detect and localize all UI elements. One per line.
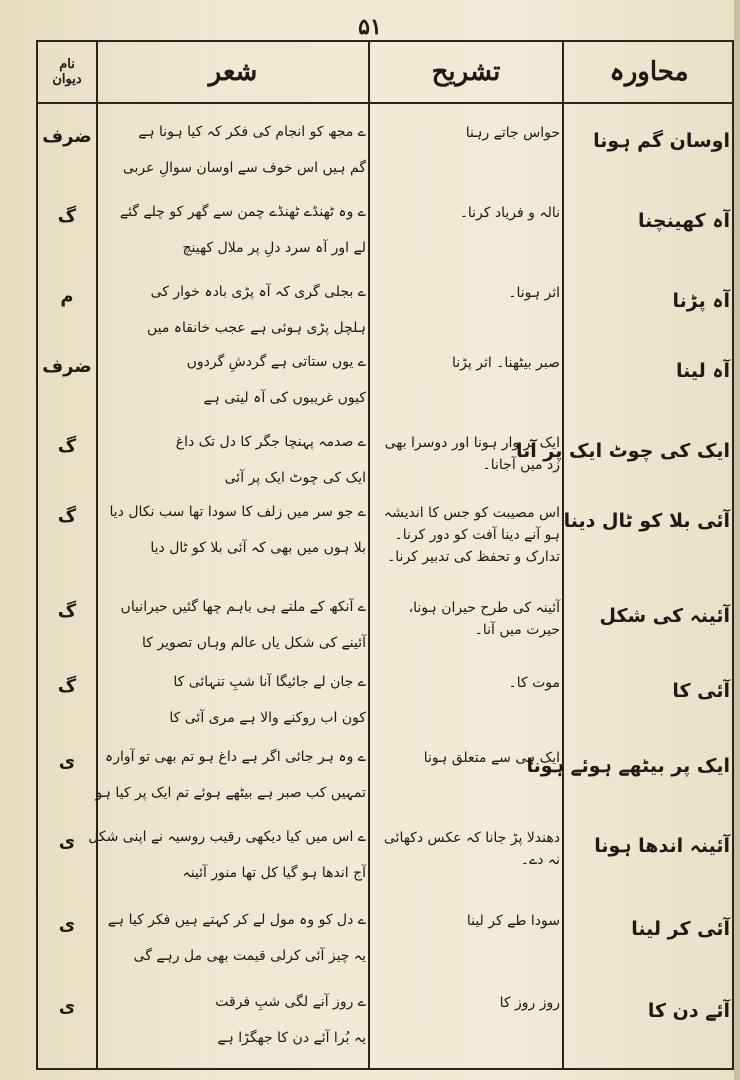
verse-cell <box>100 910 366 966</box>
idiom-cell: آہ لینا <box>675 360 730 382</box>
divan-cell: م <box>60 286 74 307</box>
explanation-cell: سودا طے کر لینا <box>466 913 560 929</box>
explanation-cell: موت کا۔ <box>508 675 560 691</box>
header-explanation: تشریح <box>431 57 501 87</box>
idiom-cell: ایک کی چوٹ ایک پر آنا <box>516 440 730 462</box>
verse-line-2: آئینے کی شکل یاں عالم وہاں تصویر کا <box>142 635 366 651</box>
verse-cell <box>100 597 366 653</box>
divan-cell: ی <box>58 831 76 852</box>
explanation-cell: نالہ و فریاد کرنا۔ <box>459 205 560 221</box>
idiom-cell: آہ پڑنا <box>672 290 730 312</box>
page-number: ۵۱ <box>358 14 382 40</box>
divan-cell: ضرف <box>42 126 92 147</box>
verse-cell <box>100 502 366 558</box>
header-divan-line2: دیوان <box>52 72 82 87</box>
divan-cell: گ <box>57 206 77 227</box>
idiom-table <box>36 40 734 1070</box>
verse-line-1: ے وہ ٹھنڈے ٹھنڈے چمن سے گھر کو چلے گئے <box>119 204 366 220</box>
explanation-cell: ایک پر وار ہونا اور دوسرا بھی زد میں آجانا۔ <box>384 435 560 473</box>
verse-line-1: ے دل کو وہ مول لے کر کہتے ہیں فکر کیا ہے <box>107 912 366 928</box>
verse-line-1: ے جو سر میں زلف کا سودا تھا سب نکال دیا <box>109 504 366 520</box>
idiom-cell: آہ کھینچنا <box>638 210 730 232</box>
verse-cell <box>88 827 366 883</box>
explanation-cell: ایک ہی سے متعلق ہونا <box>423 750 560 766</box>
idiom-cell: آئی بلا کو ٹال دینا <box>563 510 730 532</box>
page-edge-shadow <box>734 0 740 1080</box>
verse-cell <box>100 282 366 338</box>
column-divider <box>96 42 98 1068</box>
idiom-cell: آئینہ کی شکل <box>599 605 730 627</box>
verse-line-2: لے اور آہ سرد دلِ پر ملال کھینچ <box>182 240 366 256</box>
divan-cell: گ <box>57 601 77 622</box>
header-divan-line1: نام <box>59 57 75 72</box>
divan-cell: ی <box>58 751 76 772</box>
verse-line-2: کیوں غریبوں کی آہ لیتی ہے <box>203 390 366 406</box>
verse-line-1: ے بجلی گری کہ آہ پڑی بادہ خوار کی <box>150 284 366 300</box>
explanation-cell: حواس جاتے رہنا <box>465 125 560 141</box>
divan-cell: ی <box>58 996 76 1017</box>
verse-line-2: یہ بُرا آئے دن کا جھگڑا ہے <box>217 1030 366 1046</box>
verse-line-1: ے یوں ستاتی ہے گردشِ گردوں <box>186 354 366 370</box>
verse-line-1: ے جان لے جائیگا آنا شبِ تنہائی کا <box>173 674 366 690</box>
explanation-cell: آئینہ کی طرح حیران ہونا، حیرت میں آنا۔ <box>408 600 560 638</box>
divan-cell: گ <box>57 436 77 457</box>
verse-line-1: ے وہ ہر جائی اگر ہے داغ ہو تم بھی تو آوارہ <box>105 749 366 765</box>
verse-cell <box>95 747 366 803</box>
explanation-cell: روز روز کا <box>499 995 560 1011</box>
verse-line-2: گم ہیں اس خوف سے اوسان سوالِ عربی <box>122 160 366 176</box>
explanation-cell: دھندلا پڑ جانا کہ عکس دکھائی نہ دے۔ <box>383 830 560 868</box>
verse-line-1: ے آنکھ کے ملتے ہی باہم چھا گئیں حیرانیاں <box>120 599 366 615</box>
verse-line-2: یہ چیز آئی کرلی قیمت بھی مل رہے گی <box>133 948 366 964</box>
explanation-cell: اس مصیبت کو جس کا اندیشہ ہو آنے دینا آفت کو دور کرنا۔ تدارک و تحفظ کی تدبیر کرنا۔ <box>383 505 560 565</box>
verse-cell <box>100 432 366 488</box>
verse-cell <box>100 202 366 258</box>
idiom-cell: آئے دن کا <box>647 1000 730 1022</box>
divan-cell: ضرف <box>42 356 92 377</box>
verse-cell <box>100 992 366 1048</box>
verse-line-2: تمہیں کب صبر ہے بیٹھے ہوئے تم ایک پر کیا ہو <box>95 785 366 801</box>
header-divider <box>38 102 732 104</box>
divan-cell: گ <box>57 676 77 697</box>
column-divider <box>368 42 370 1068</box>
verse-cell <box>100 672 366 728</box>
divan-cell: ی <box>58 914 76 935</box>
verse-line-2: ہلچل پڑی ہوئی ہے عجب خانقاہ میں <box>146 320 366 336</box>
column-divider <box>562 42 564 1068</box>
verse-line-2: کون اب روکنے والا ہے مری آئی کا <box>169 710 366 726</box>
verse-line-1: ے روز آنے لگی شبِ فرقت <box>215 994 366 1010</box>
idiom-cell: ایک پر بیٹھے ہوئے ہونا <box>526 755 730 777</box>
verse-cell <box>100 352 366 408</box>
idiom-cell: آئی کر لینا <box>631 918 730 940</box>
idiom-cell: اوسان گم ہونا <box>593 130 730 152</box>
verse-line-1: ے مجھ کو انجام کی فکر کہ کیا ہونا ہے <box>138 124 366 140</box>
explanation-cell: صبر بیٹھنا۔ اثر پڑنا <box>452 355 560 371</box>
header-verse: شعر <box>208 57 258 87</box>
verse-line-2: ایک کی چوٹ ایک پر آئی <box>224 470 366 486</box>
verse-line-2: بلا ہوں میں بھی کہ آئی بلا کو ٹال دیا <box>150 540 366 556</box>
header-divan <box>38 42 96 102</box>
verse-line-2: آج اندھا ہو گیا کل تھا منور آئینہ <box>182 865 366 881</box>
verse-line-1: ے صدمہ پہنچا جگر کا دل تک داغ <box>175 434 366 450</box>
verse-line-1: ے اس میں کیا دیکھی رقیب روسیہ نے اپنی شکل <box>88 829 366 845</box>
idiom-cell: آئینہ اندھا ہونا <box>594 835 730 857</box>
divan-cell: گ <box>57 506 77 527</box>
explanation-cell: اثر ہونا۔ <box>508 285 560 301</box>
idiom-cell: آئی کا <box>672 680 730 702</box>
verse-cell <box>100 122 366 178</box>
header-idiom: محاورہ <box>609 57 689 87</box>
